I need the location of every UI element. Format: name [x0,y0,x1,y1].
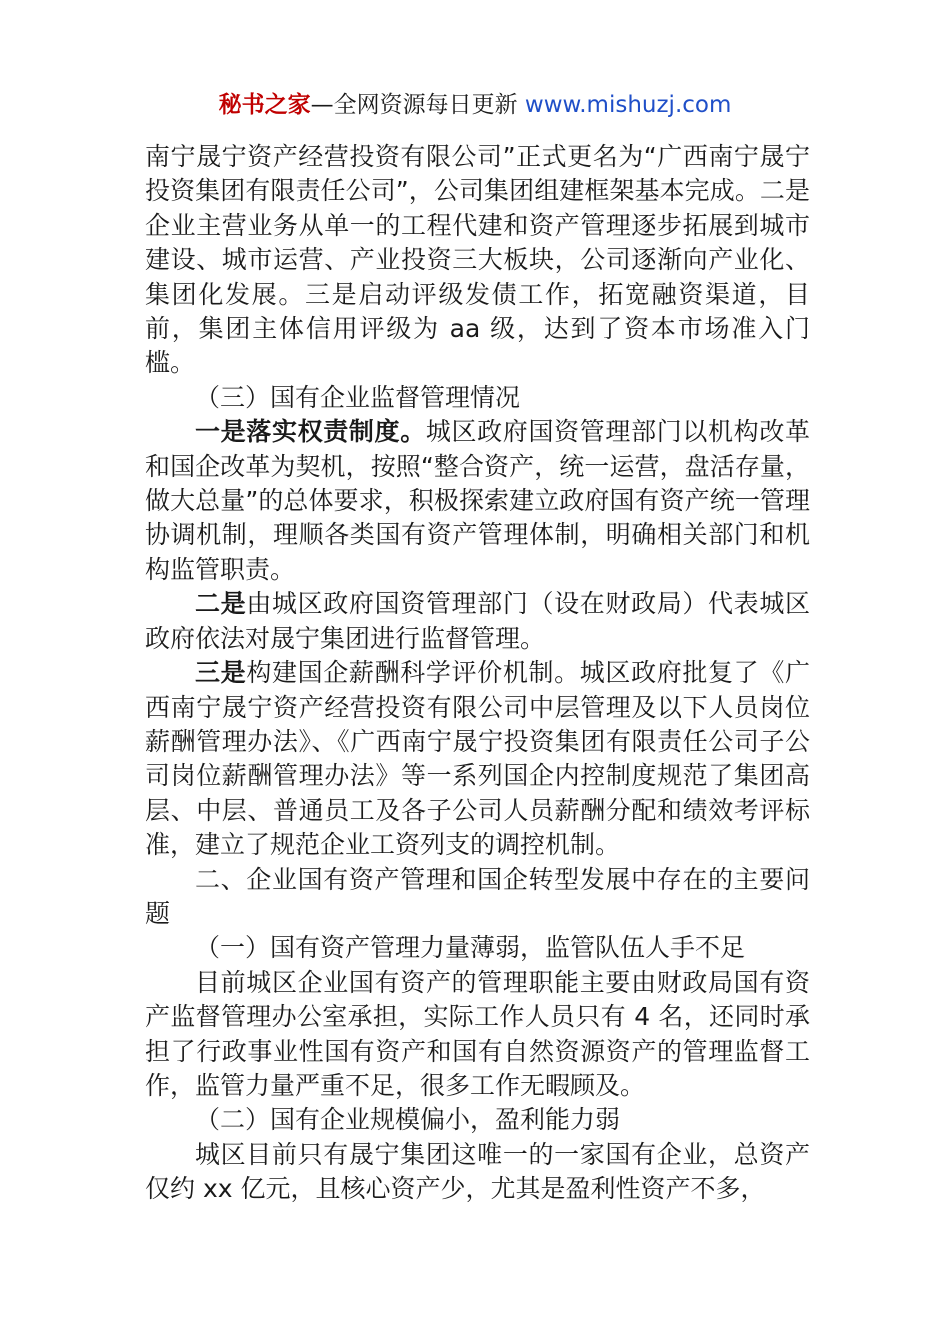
paragraph-text-3: 构建国企薪酬科学评价机制。城区政府批复了《广西南宁晟宁资产经营投资有限公司中层管理及以下人员岗位薪酬管理办法》、《广西南宁晟宁投资集团有限责任公司子公司岗位薪酬管理办法》等一系列国企内控制度规范了集团高层、中层、普通员工及各子公司人员薪酬分配和绩效考评标准，建立了规范企业工资列支的调控机制。 [145,658,810,860]
paragraph-scale: 城区目前只有晟宁集团这唯一的一家国有企业，总资产仅约 xx 亿元，且核心资产少，尤其是盈利性资产不多， [145,1139,810,1204]
site-brand: 秘书之家 [218,92,311,118]
site-url-link[interactable]: www.mishuzj.com [524,92,732,118]
header-separator: — [310,92,334,118]
lead-bold-2: 二是 [195,589,247,619]
site-header [0,88,950,122]
paragraph-staffing: 目前城区企业国有资产的管理职能主要由财政局国有资产监督管理办公室承担，实际工作人员只有 4 名，还同时承担了行政事业性国有资产和国有自然资源资产的管理监督工作，监管力量严重不足，很多工作无暇顾及。 [145,967,810,1100]
subsection-heading-2: （二）国有企业规模偏小，盈利能力弱 [195,1105,621,1135]
paragraph-responsibility [145,415,810,587]
site-tagline: 全网资源每日更新 [333,92,525,118]
paragraph-salary [145,656,810,862]
paragraph-continuation: 南宁晟宁资产经营投资有限公司”正式更名为“广西南宁晟宁投资集团有限责任公司”，公司集团组建框架基本完成。二是企业主营业务从单一的工程代建和资产管理逐步拓展到城市建设、城市运营、产业投资三大板块，公司逐渐向产业化、集团化发展。三是启动评级发债工作，拓宽融资渠道，目前，集团主体信用评级为 aa 级，达到了资本市场准入门槛。 [145,142,810,378]
subsection-heading-1: （一）国有资产管理力量薄弱，监管队伍人手不足 [195,933,746,963]
paragraph-supervision [145,587,810,656]
section-heading-3: （三）国有企业监督管理情况 [195,382,521,412]
document-body [145,140,810,1207]
lead-bold-1: 一是落实权责制度。 [195,417,426,447]
lead-bold-3: 三是 [195,658,247,688]
section-heading-2: 二、企业国有资产管理和国企转型发展中存在的主要问题 [145,864,810,928]
paragraph-text-1: 城区政府国资管理部门以机构改革和国企改革为契机，按照“整合资产，统一运营，盘活存量，做大总量”的总体要求，积极探索建立政府国有资产统一管理协调机制，理顺各类国有资产管理体制，明确相关部门和机构监管职责。 [145,417,810,584]
paragraph-text-2: 由城区政府国资管理部门（设在财政局）代表城区政府依法对晟宁集团进行监督管理。 [145,589,810,653]
